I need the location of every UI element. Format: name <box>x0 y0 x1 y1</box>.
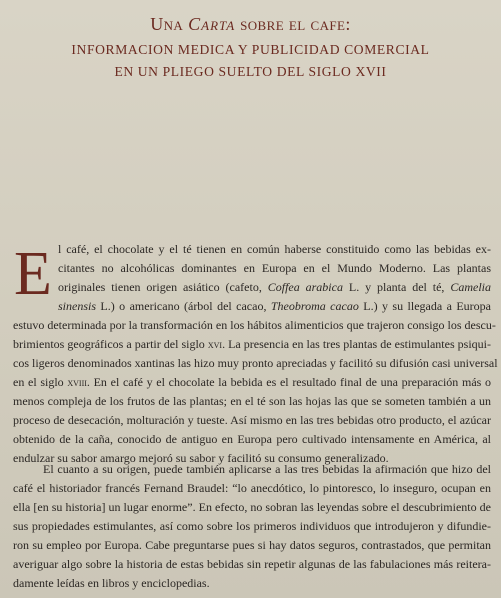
text-line: averiguar algo sobre la historia de estas bebidas sin repetir algunas de las fabulaciones más reitera- <box>13 557 491 571</box>
text-line: sus propiedades estimulantes, así como sobre los primeros individuos que introdujeron y difundie- <box>13 519 491 533</box>
text-line: ron su empleo por Europa. Cabe preguntarse pues si hay datos seguros, contrastados, que permitan <box>13 538 491 552</box>
text-run: . La presencia en las tres plantas de estimulantes psiqui- <box>222 337 491 351</box>
text-run: L.) y su llegada a Europa <box>358 299 491 313</box>
small-caps-run: xvi <box>207 339 223 351</box>
text-line: ella [en su historia] un lugar enorme”. En efecto, no sobran las leyendas sobre el descubrimiento de <box>13 500 491 514</box>
drop-cap: E <box>14 240 52 308</box>
text-line: menos compleja de los frutos de las plantas; en el té son las hojas las que se someten también a un <box>13 394 491 408</box>
text-line: damente leídas en libros y enciclopedias. <box>13 576 210 590</box>
text-line <box>13 335 491 354</box>
text-line: proceso de desecación, molturación y tueste. Así mismo en las tres bebidas otro producto, el azúcar <box>13 413 491 427</box>
title-part-carta: Carta <box>188 14 236 34</box>
text-line: estuvo determinada por la transformación en los hábitos alimenticios que trajeron consigo los descu- <box>13 318 496 332</box>
italic-run: sinensis <box>58 299 97 313</box>
text-line <box>13 373 491 392</box>
text-run: L.) o americano (árbol del cacao, <box>96 299 271 313</box>
paragraph-1 <box>13 240 498 468</box>
paragraph-2 <box>13 460 491 593</box>
title-part-pre: Una <box>150 14 189 34</box>
text-line: El cuanto a su origen, puede también aplicarse a las tres bebidas la afirmación que hizo del <box>43 462 491 476</box>
text-run: brimientos geográficos a partir del siglo <box>13 337 208 351</box>
text-line: obtenido de la caña, conocido de antiguo en Europa pero cultivado intensamente en América, al <box>13 432 491 446</box>
text-line: cos ligeros denominados xantinas las hizo muy pronto apreciadas y facilitó su difusión casi universal <box>13 356 498 370</box>
text-line: endulzar su sabor amargo mejoró su sabor y facilitó su consumo generalizado. <box>13 451 389 465</box>
text-line <box>13 278 491 297</box>
title-part-post: sobre el cafe: <box>235 14 351 34</box>
text-run: originales tienen origen asiático (cafeto, <box>58 280 268 294</box>
text-run: . En el café y el chocolate la bebida es el resultado final de una preparación más o <box>86 375 491 389</box>
chapter-subtitle-line-2: EN UN PLIEGO SUELTO DEL SIGLO XVII <box>114 64 387 79</box>
italic-run: Camelia <box>450 280 491 294</box>
text-run: L. y planta del té, <box>342 280 451 294</box>
text-line: l café, el chocolate y el té tienen en común haberse constituido como las bebidas ex- <box>58 242 491 256</box>
chapter-subtitle-line-1: INFORMACION MEDICA Y PUBLICIDAD COMERCIAL <box>71 42 430 57</box>
chapter-title <box>0 14 501 35</box>
text-run: en el siglo <box>13 375 68 389</box>
text-line: citantes no alcohólicas dominantes en Europa en el Mundo Moderno. Las plantas <box>58 261 491 275</box>
italic-run: Coffea arabica <box>267 280 343 294</box>
text-line: café el historiador francés Fernand Braudel: “lo anecdótico, lo pintoresco, lo inseguro, ocupan en <box>13 481 491 495</box>
italic-run: Theobroma cacao <box>270 299 359 313</box>
text-line <box>13 297 491 316</box>
small-caps-run: xviii <box>67 377 87 389</box>
